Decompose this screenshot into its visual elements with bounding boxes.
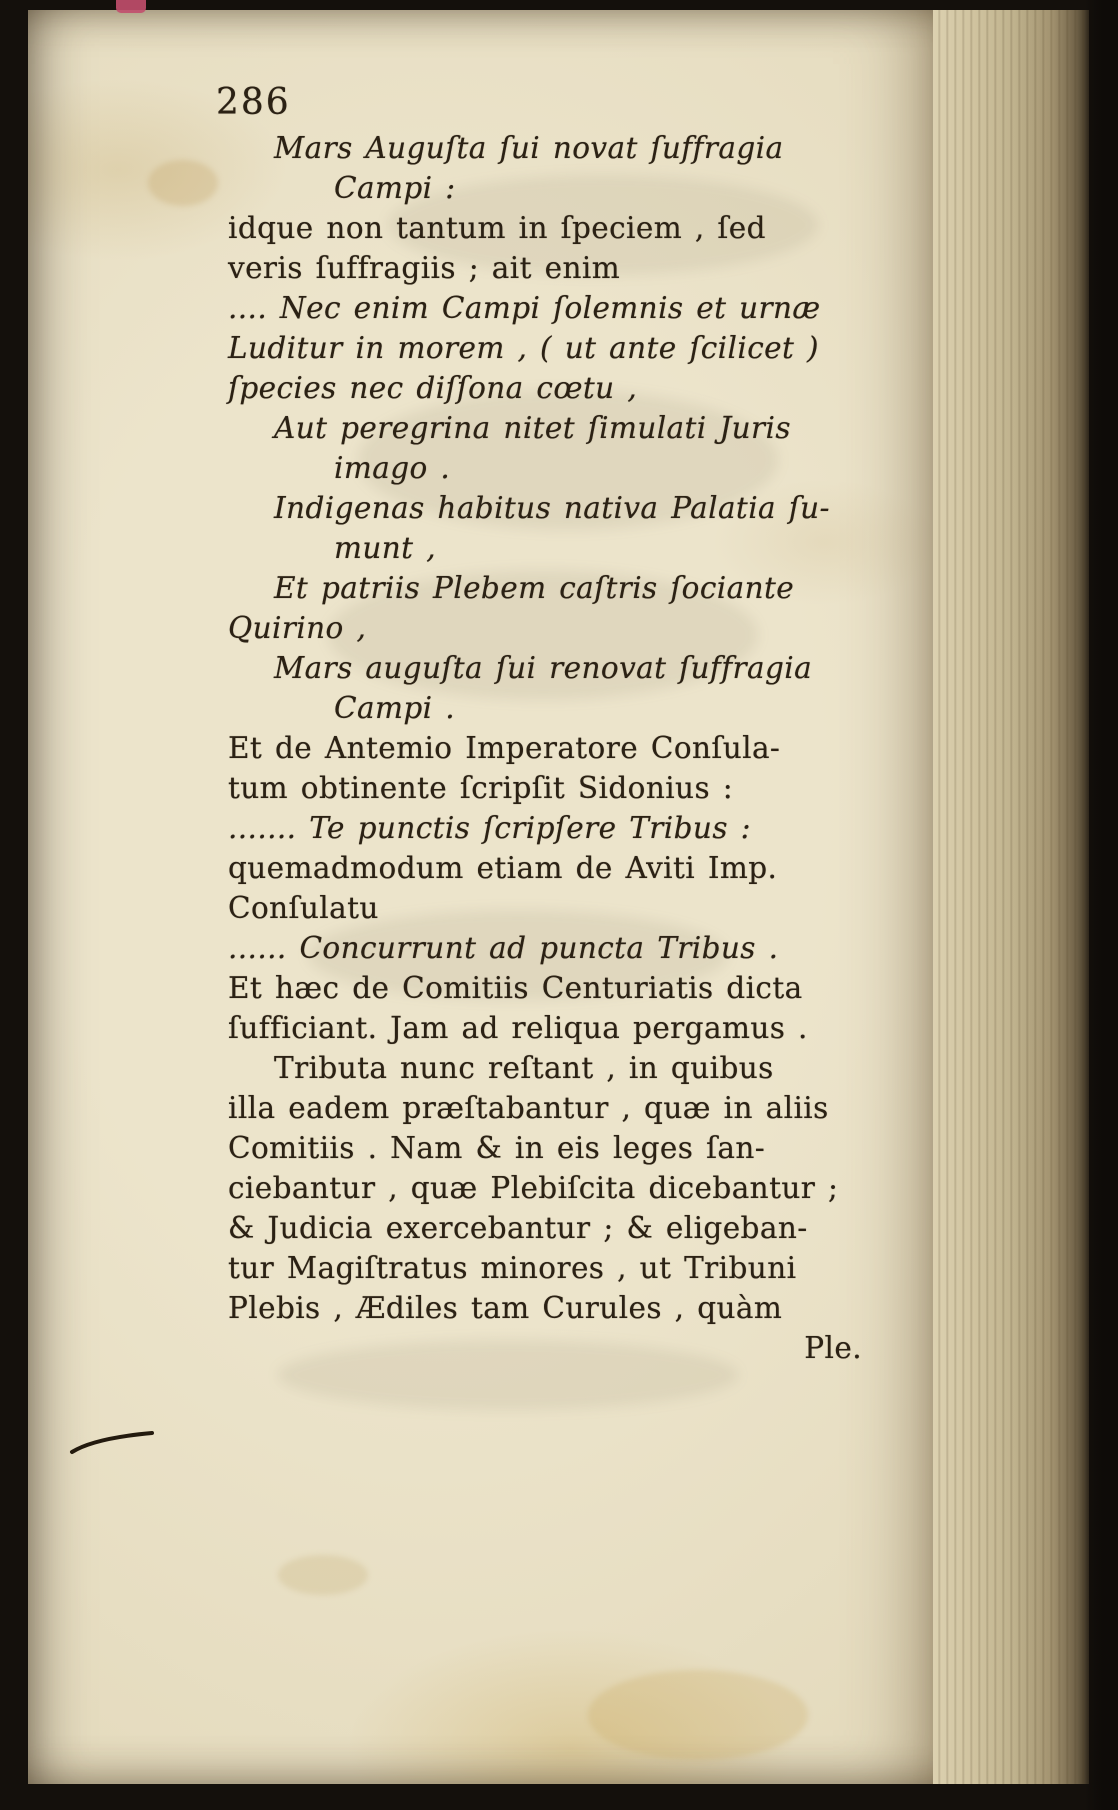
text-line: Et patriis Plebem caſtris ſociante bbox=[274, 571, 795, 605]
text-line: ....... Te punctis ſcripſere Tribus : bbox=[228, 811, 751, 845]
text-line: munt , bbox=[334, 531, 436, 565]
text-line: Et de Antemio Imperatore Conſula- bbox=[228, 731, 781, 765]
ink-mark bbox=[68, 1418, 158, 1458]
text-line: imago . bbox=[334, 451, 451, 485]
printed-content bbox=[28, 10, 933, 1784]
text-line: tur Magiſtratus minores , ut Tribuni bbox=[228, 1251, 797, 1285]
gutter-shadow bbox=[1084, 0, 1118, 1810]
text-line: Campi . bbox=[334, 691, 456, 725]
text-line: Plebis , Ædiles tam Curules , quàm bbox=[228, 1291, 783, 1325]
text-line: ...... Concurrunt ad puncta Tribus . bbox=[228, 931, 779, 965]
bookmark-ribbon bbox=[116, 0, 146, 13]
text-line: Et hæc de Comitiis Centuriatis dicta bbox=[228, 971, 803, 1005]
text-line: Tributa nunc reſtant , in quibus bbox=[274, 1051, 774, 1085]
text-line: & Judicia exercebantur ; & eligeban- bbox=[228, 1211, 808, 1245]
text-line: Mars auguſta ſui renovat ſuffragia bbox=[274, 651, 813, 685]
text-line: quemadmodum etiam de Aviti Imp. bbox=[228, 851, 778, 885]
book-fore-edge bbox=[933, 10, 1089, 1784]
text-line: veris ſuffragiis ; ait enim bbox=[228, 251, 621, 285]
text-line: illa eadem præſtabantur , quæ in aliis bbox=[228, 1091, 829, 1125]
text-line: Mars Auguſta ſui novat ſuffragia bbox=[274, 131, 784, 165]
text-line: ciebantur , quæ Plebiſcita dicebantur ; bbox=[228, 1171, 839, 1205]
page-number: 286 bbox=[216, 82, 291, 123]
text-line: tum obtinente ſcripſit Sidonius : bbox=[228, 771, 734, 805]
text-line: Indigenas habitus nativa Palatia ſu- bbox=[274, 491, 830, 525]
text-line: Comitiis . Nam & in eis leges ſan- bbox=[228, 1131, 766, 1165]
text-line: Campi : bbox=[334, 171, 456, 205]
book-page bbox=[28, 10, 933, 1784]
text-line: .... Nec enim Campi ſolemnis et urnæ bbox=[228, 291, 821, 325]
catchword: Ple. bbox=[804, 1331, 862, 1365]
text-line: Aut peregrina nitet ſimulati Juris bbox=[274, 411, 791, 445]
text-line: Quirino , bbox=[228, 611, 367, 645]
text-line: Conſulatu bbox=[228, 891, 379, 925]
text-line: ſpecies nec diſſona cœtu , bbox=[228, 371, 638, 405]
text-line: Luditur in morem , ( ut ante ſcilicet ) bbox=[228, 331, 819, 365]
text-line: ſufficiant. Jam ad reliqua pergamus . bbox=[228, 1011, 808, 1045]
text-block bbox=[228, 128, 896, 1368]
text-line: idque non tantum in ſpeciem , ſed bbox=[228, 211, 766, 245]
